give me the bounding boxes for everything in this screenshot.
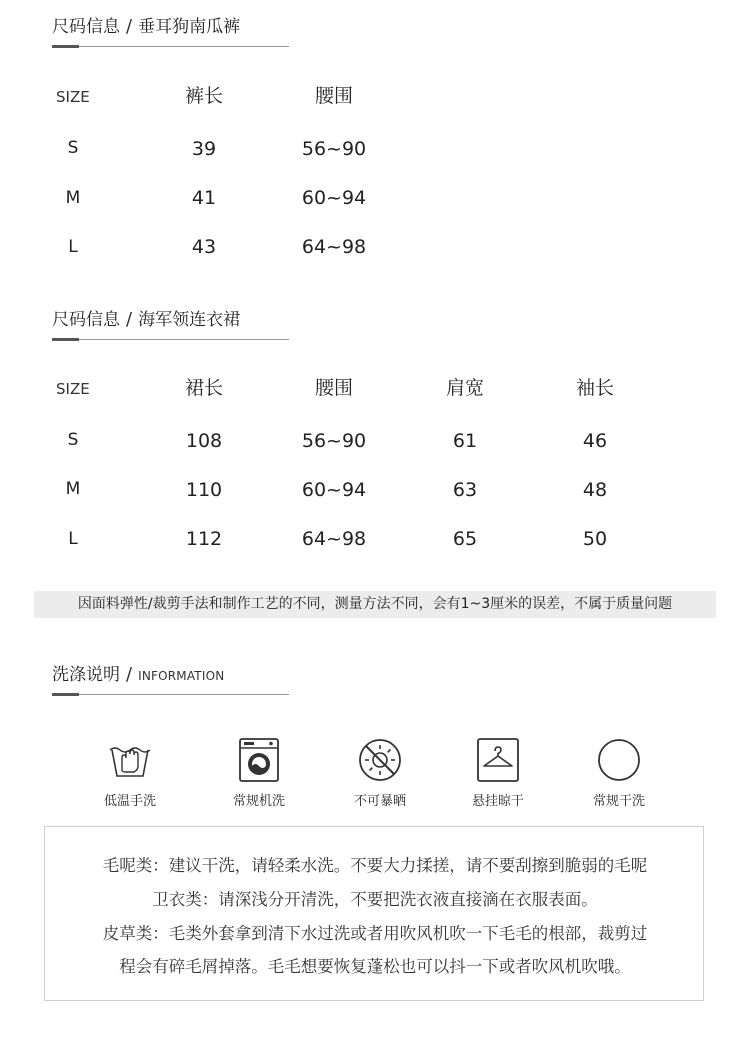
wash-item-hand-wash [70, 736, 190, 809]
section-underline-accent [52, 693, 79, 696]
section-title [52, 665, 224, 686]
wash-label: 常规干洗 [592, 794, 645, 809]
table-header-size: SIZE [56, 88, 90, 106]
title-slash: / [126, 664, 133, 685]
section-underline-accent [52, 45, 79, 48]
table-cell: 65 [452, 528, 478, 550]
care-instructions-box [44, 826, 704, 1001]
hand-wash-icon [106, 736, 154, 784]
table-header-length: 裤长 [184, 85, 223, 107]
care-line: 毛呢类：建议干洗，请轻柔水洗。不要大力揉搓，请不要刮擦到脆弱的毛呢 [102, 856, 648, 875]
table-cell: 48 [582, 479, 608, 501]
table-cell: 46 [582, 430, 608, 452]
table-cell: 56~90 [301, 138, 367, 160]
title-slash: / [126, 309, 133, 330]
care-line: 程会有碎毛屑掉落。毛毛想要恢复蓬松也可以抖一下或者吹风机吹哦。 [119, 957, 631, 976]
no-sun-dry-icon [356, 736, 404, 784]
machine-wash-icon [235, 736, 283, 784]
washing-section-header [52, 665, 224, 686]
section-title-text: 尺码信息 [52, 310, 120, 330]
section-title-text: 洗涤说明 [52, 665, 120, 685]
table-cell: S [67, 138, 79, 158]
table-cell: 63 [452, 479, 478, 501]
table-header-sleeve: 袖长 [575, 377, 614, 399]
wash-item-no-sun [320, 736, 440, 809]
table-cell: S [67, 430, 79, 450]
table-cell: 39 [191, 138, 217, 160]
wash-item-hang-dry [438, 736, 558, 809]
wash-item-machine-wash [199, 736, 319, 809]
table-header-size: SIZE [56, 380, 90, 398]
wash-label: 常规机洗 [232, 794, 285, 809]
section-underline-accent [52, 338, 79, 341]
table-cell: 112 [185, 528, 223, 550]
title-slash: / [126, 16, 133, 37]
table-cell: 110 [185, 479, 223, 501]
dry-clean-icon [595, 736, 643, 784]
size-section-pants-header [52, 17, 240, 37]
table-header-length: 裙长 [184, 377, 223, 399]
table-cell: 43 [191, 236, 217, 258]
section-underline [52, 694, 289, 695]
table-cell: M [65, 188, 81, 208]
table-cell: 60~94 [301, 187, 367, 209]
care-line: 皮草类：毛类外套拿到清下水过洗或者用吹风机吹一下毛毛的根部，裁剪过 [102, 924, 648, 943]
table-header-shoulder: 肩宽 [445, 377, 484, 399]
section-subtitle: 海军领连衣裙 [138, 310, 241, 330]
table-cell: 41 [191, 187, 217, 209]
table-header-waist: 腰围 [314, 85, 353, 107]
table-cell: 108 [185, 430, 223, 452]
section-title [52, 17, 240, 37]
section-underline [52, 46, 289, 47]
table-cell: 61 [452, 430, 478, 452]
section-title [52, 310, 240, 330]
hang-dry-icon [474, 736, 522, 784]
wash-label: 不可暴晒 [353, 794, 406, 809]
measurement-note: 因面料弹性/裁剪手法和制作工艺的不同，测量方法不同，会有1~3厘米的误差，不属于质量问题 [77, 596, 673, 612]
care-line: 卫衣类：请深浅分开清洗，不要把洗衣液直接滴在衣服表面。 [152, 890, 598, 909]
table-cell: L [68, 529, 78, 549]
table-cell: 64~98 [301, 528, 367, 550]
measurement-note-band [34, 591, 716, 618]
wash-item-dry-clean [559, 736, 679, 809]
section-title-text: 尺码信息 [52, 17, 120, 37]
table-cell: L [68, 237, 78, 257]
table-cell: M [65, 479, 81, 499]
table-cell: 56~90 [301, 430, 367, 452]
section-subtitle: INFORMATION [138, 669, 225, 683]
wash-label: 低温手洗 [103, 794, 156, 809]
table-cell: 60~94 [301, 479, 367, 501]
section-underline [52, 339, 289, 340]
table-header-waist: 腰围 [314, 377, 353, 399]
table-cell: 50 [582, 528, 608, 550]
section-subtitle: 垂耳狗南瓜裤 [138, 17, 241, 37]
size-section-dress-header [52, 310, 240, 330]
table-cell: 64~98 [301, 236, 367, 258]
wash-label: 悬挂晾干 [471, 794, 524, 809]
